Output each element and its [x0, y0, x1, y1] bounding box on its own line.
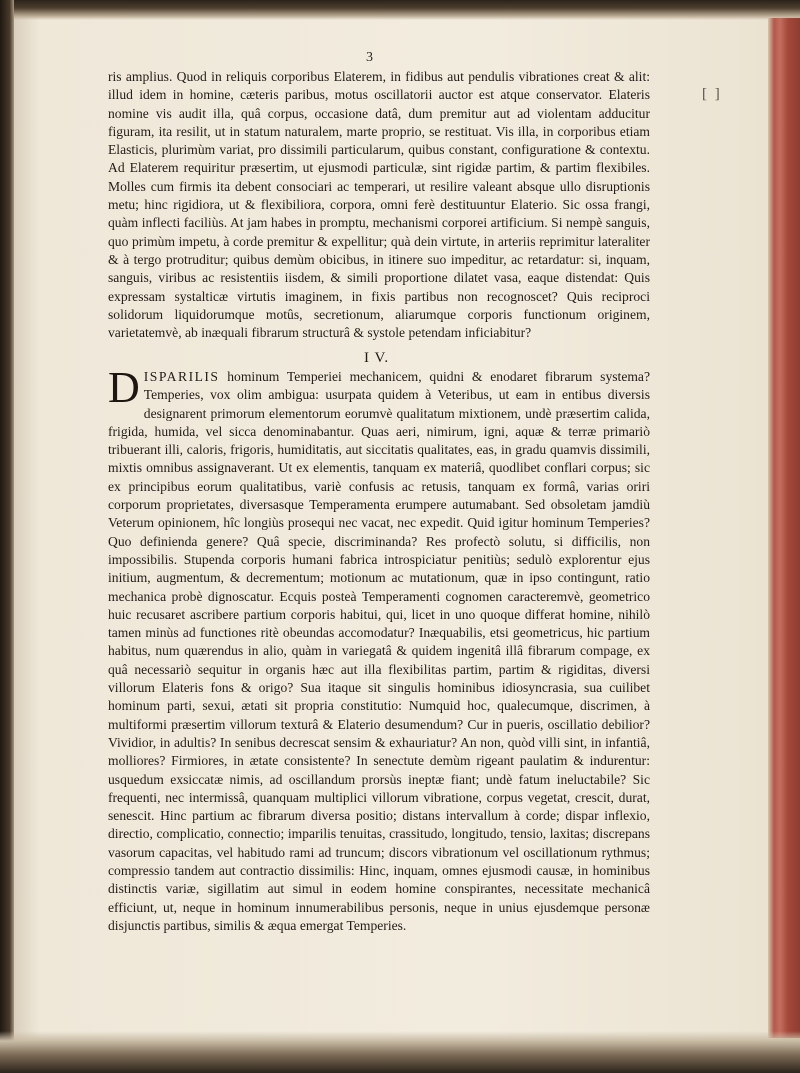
margin-mark: [ ]: [702, 86, 722, 102]
paragraph-iii-continuation: [108, 68, 650, 342]
page-number: 3: [366, 50, 373, 65]
page-fore-edge: [768, 18, 800, 1038]
section-heading: I V.: [364, 350, 390, 366]
book-spine: [0, 0, 14, 1073]
paragraph-iv: [108, 363, 650, 935]
paragraph-1: ris amplius. Quod in reliquis corporibus Elaterem, in fidibus aut pendulis vibrationes creat & alit: illud idem in homine, cæteris paribus, motus oscillatorii auctor est atque conservator. Elateris nomine vis audit illa, quâ corpus, occasione datâ, dum premitur aut ad violentam adducitur figuram, ita resilit, ut in statum naturalem, marte proprio, se restituat. Vis illa, in corporibus etiam Elasticis, plurimùm variat, pro dissimili particularum, quibus constant, configuratione & contextu. Ad Elaterem requiritur præsertim, ut ejusmodi particulæ, sint rigidæ partim, & partim flexibiles. Molles cum firmis ita debent consociari ac temperari, ut resilire valeant absque ullo disruptionis metu; hinc rigidiora, ut & flexibiliora, corpora, omni ferè destituuntur Elaterio. Sic ossa frangi, quàm inflecti faciliùs. At jam habes in promptu, mechanismi corporei artificium. Si nempè sanguis, quo primùm impetu, à corde premitur & expellitur; quà dein virtute, in arteriis reprimitur lateraliter & à tergo protruditur; quibus demùm obicibus, in itinere suo impeditur, ac retardatur: si, inquam, sanguis, viribus ac resistentiis iisdem, & simili proportione dilatet vasa, eaque distendat: Quis expressam systalticæ virtutis imaginem, in fixis partibus non recognoscet? Quis reciproci solidorum liquidorumque motûs, secretionum, aliarumque corporis functionum originem, varietatemvè, ab inæquali fibrarum structurâ & systole petendam inficiabitur?: [108, 69, 650, 341]
book-bottom-edge: [0, 1031, 800, 1073]
drop-cap: D: [108, 363, 140, 412]
book-top-edge: [0, 0, 800, 20]
lead-capitals: ISPARILIS: [143, 369, 220, 384]
paragraph-2: hominum Temperiei mechanicem, quidni & enodaret fibrarum systema? Temperies, vox olim ambigua: usurpata quidem à Veteribus, ut eam in entibus diversis designarent primorum elementorum eorumvè qualitatum mixtionem, undè præsertim calida, frigida, humida, vel sicca denominabantur. Quas aeri, nimirum, igni, aquæ & terræ primariò tribuerant illi, caloris, frigoris, humiditatis, aut siccitatis qualitates, eas, in gradu quamvis dissimili, mixtis omnibus assignaverant. Ut ex elementis, tanquam ex materiâ, quodlibet conflari corpus; sic ex principibus eorum qualitatibus, variè confusis ac retusis, tanquam ex formâ, varias oriri corporum proprietates, diversasque Temperamenta erumpere autumabant. Sed obsoletam jamdiù Veterum opinionem, hîc longiùs prosequi nec vacat, nec expedit. Quid igitur hominum Temperies? Quo definienda genere? Quâ specie, discriminanda? Res profectò solutu, si difficilis, non impossibilis. Stupenda corporis humani fabrica introspiciatur penitiùs; sedulò explorentur ejus initium, augmentum, & decrementum; motionum ac mutationum, quæ in ipso contingunt, ratio mechanica probè dignoscatur. Ecquis posteà Temperamenti cognomen caracteremvè, geometrico huic recusaret ascribere partium corporis habitui, qui, licet in uno quoque differat homine, nihilò tamen minùs ad functiones ritè obeundas accomodatur? Inæquabilis, etsi geometricus, hic partium habitus, num quærendus in alio, quàm in variegatâ & quidem ingenitâ illâ fibrarum compage, ex quâ necessariò sequitur in organis hæc aut illa flexibilitas partim, partim & rigiditas, diversi villorum Elateris fons & origo? Sua itaque sit singulis hominibus idiosyncrasia, sua cuilibet hominum parti, sexui, ætati sit propria constitutio: Numquid hoc, qualecumque, discrimen, à multiformi præsertim villorum texturâ & Elaterio desumendum? Cur in pueris, oscillatio debilior? Vividior, in adultis? In senibus decrescat sensim & exhauriatur? An non, quòd villi sint, in infantiâ, molliores? Firmiores, in ætate consistente? In senectute demùm rigeant paulatim & indurentur: usquedum exsiccatæ nimis, ad oscillandum prorsùs ineptæ fiant; undè fatum ineluctabile? Sic frequenti, nec intermissâ, quanquam multiplici villorum vibratione, corpus vegetat, crescit, durat, senescit. Hinc partium ac fibrarum diversa positio; distans intervallum à corde; dispar inflexio, directio, complicatio, connectio; imparilis tenuitas, crassitudo, longitudo, tensio, laxitas; discrepans vasorum capacitas, vel habitudo rami ad truncum; discors vibrationum vel oscillationum rythmus; compressio tandem aut contractio dissimilis: Hinc, inquam, omnes ejusmodi causæ, in hominibus distinctis variæ, sigillatim aut simul in eodem homine conspirantes, necessitate mechanicâ efficiunt, ut, neque in hominum innumerabilibus personis, neque in unius ejusdemque personæ disjunctis partibus, similis & æqua emergat Temperies.: [108, 369, 650, 933]
